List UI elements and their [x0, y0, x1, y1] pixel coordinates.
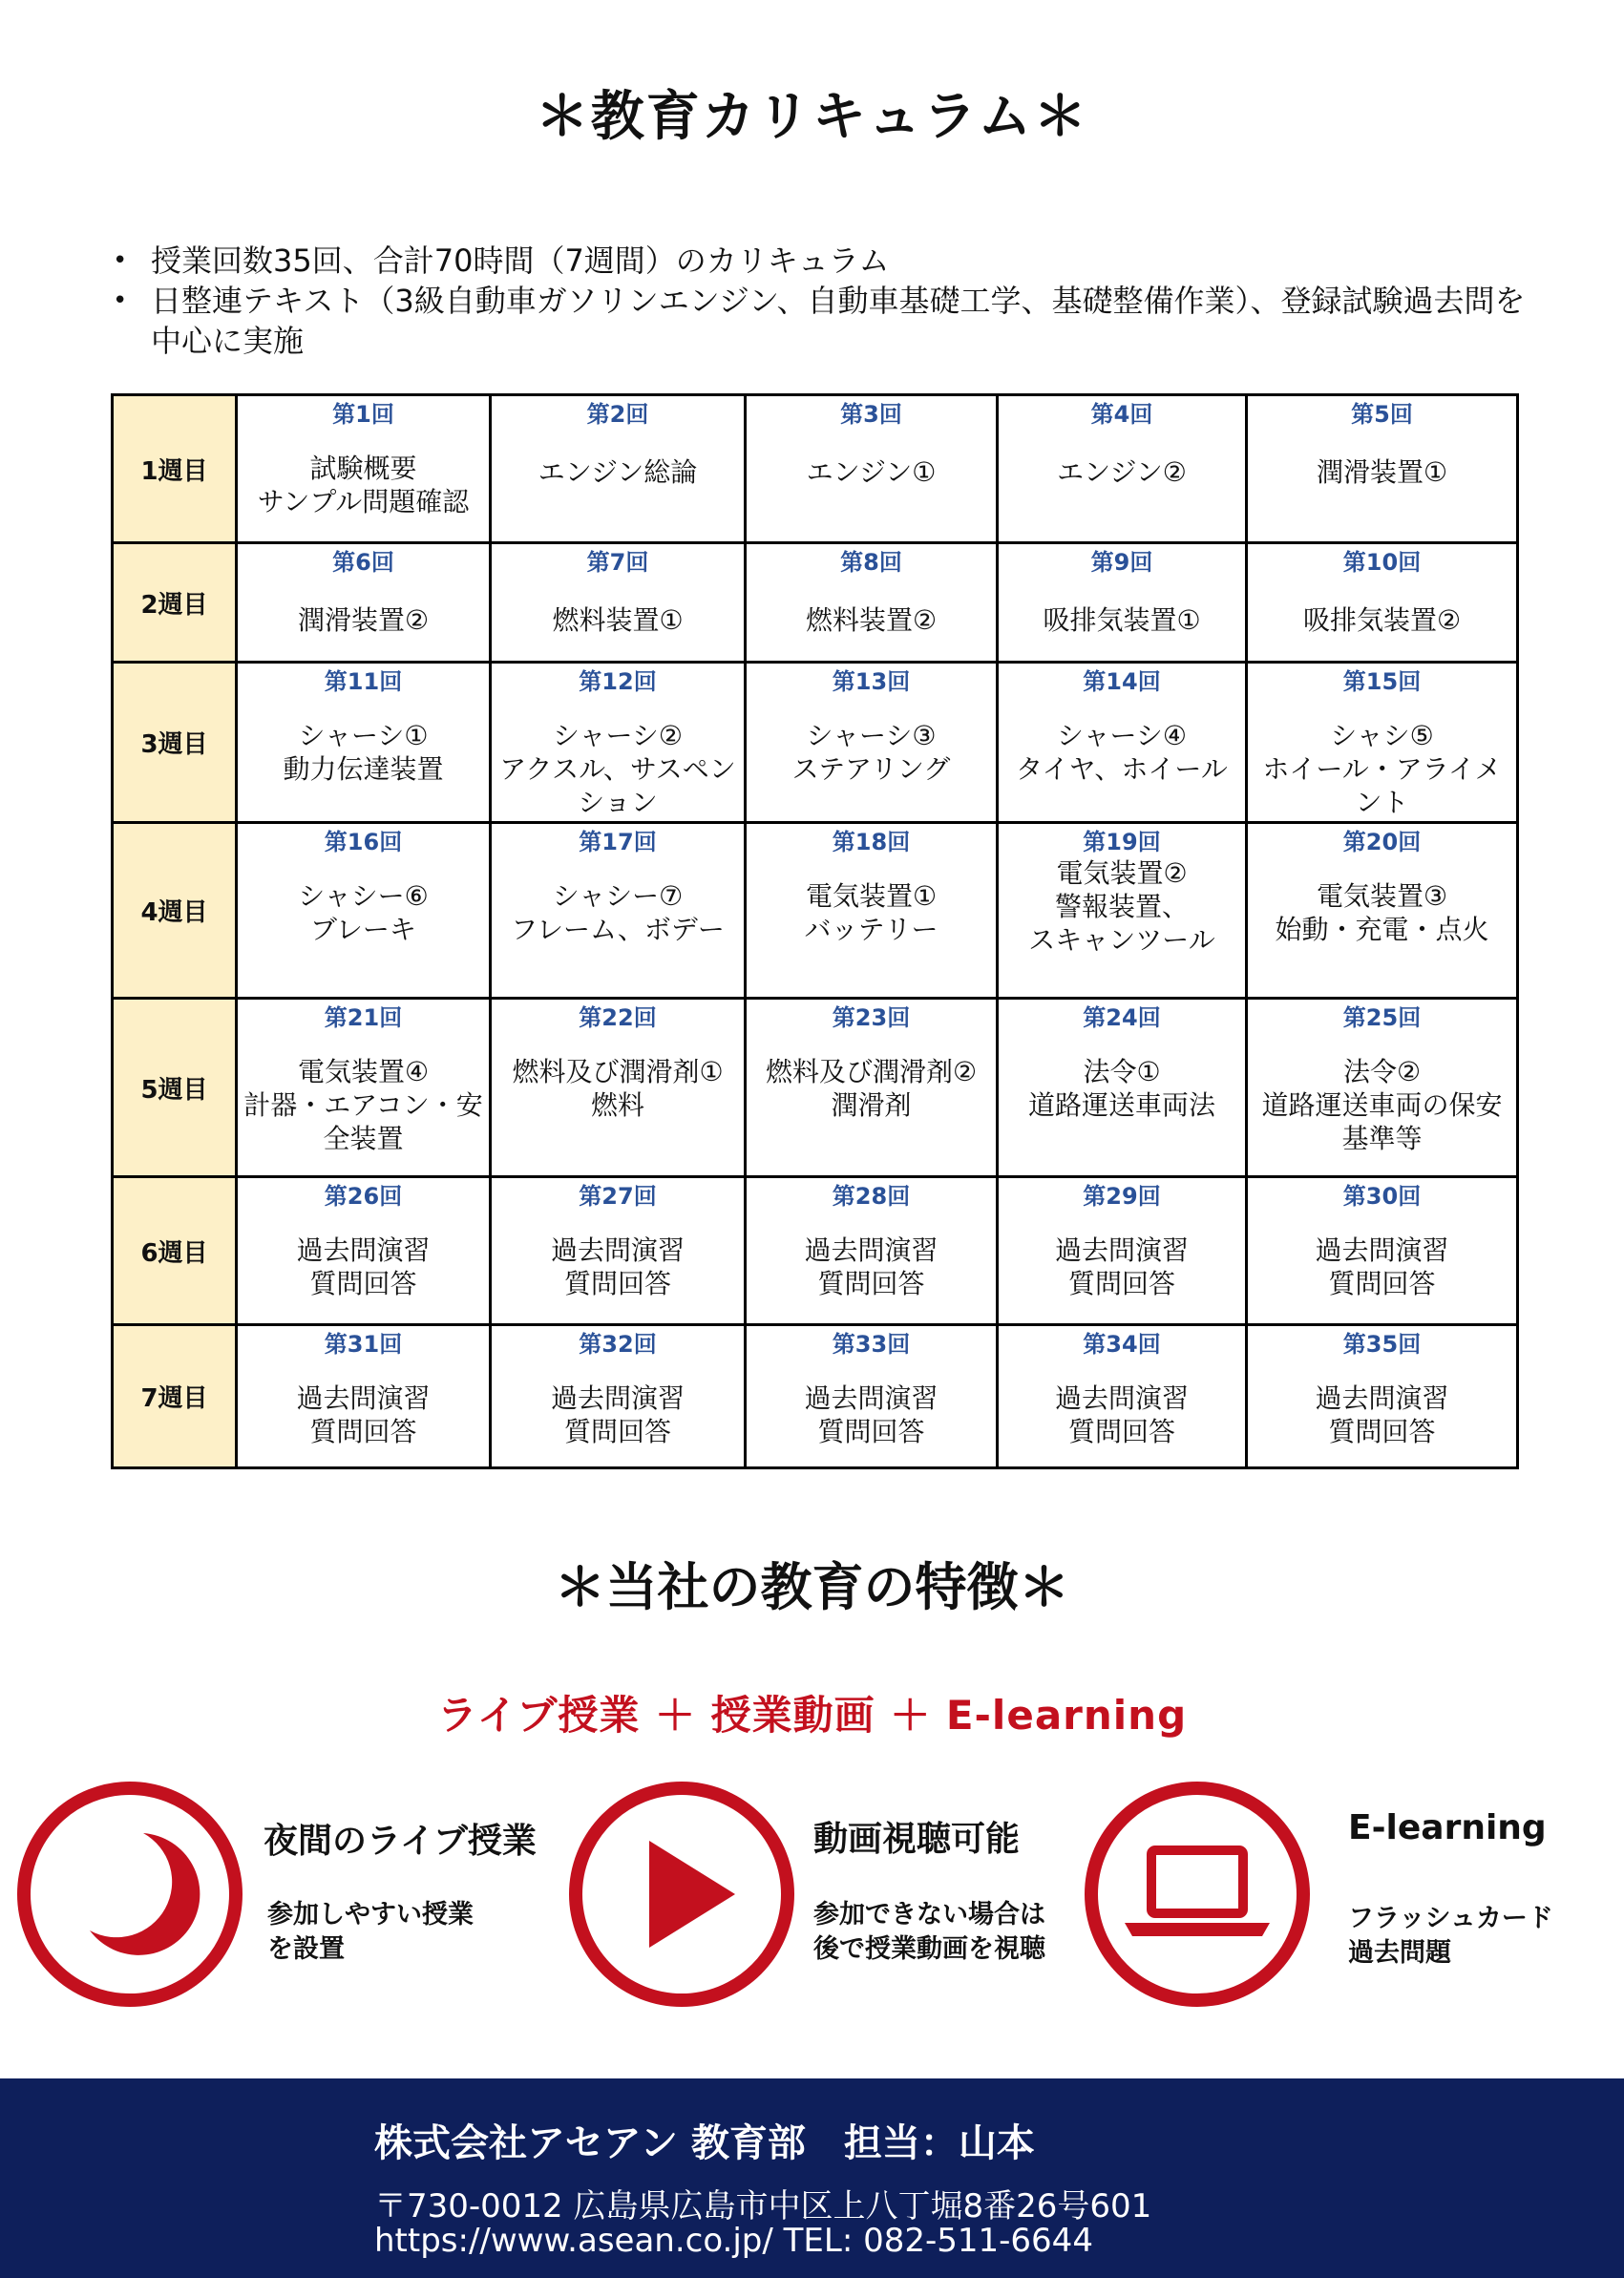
lesson-topic: 試験概要 サンプル問題確認: [257, 453, 470, 517]
lesson-cell: [1247, 1325, 1518, 1468]
intro-bullet-list: [113, 241, 1526, 361]
features-title: ＊当社の教育の特徴＊: [554, 1557, 1070, 1617]
lesson-topic: 過去問演習 質問回答: [1315, 1382, 1449, 1447]
week-label: 6週目: [113, 1177, 237, 1325]
lesson-cell: [491, 543, 746, 663]
feature-title-video: 動画視聴可能: [813, 1820, 1021, 1859]
lesson-cell: [237, 999, 491, 1177]
lesson-number: 第5回: [1351, 401, 1413, 428]
lesson-number: 第23回: [832, 1004, 911, 1031]
lesson-cell: [998, 1325, 1247, 1468]
feature-circle-video: [569, 1782, 794, 2007]
lesson-topic: 過去問演習 質問回答: [296, 1382, 431, 1447]
feature-circle-elearning: [1085, 1782, 1310, 2007]
bullet-item: • 授業回数35回、合計70時間（7週間）のカリキュラム: [113, 241, 1526, 281]
lesson-number: 第19回: [1083, 829, 1161, 855]
lesson-topic: 過去問演習 質問回答: [550, 1234, 685, 1299]
lesson-number: 第10回: [1342, 549, 1422, 576]
lesson-cell: [491, 823, 746, 999]
lesson-cell: [1247, 543, 1518, 663]
lesson-cell: [237, 1325, 491, 1468]
features-tagline: ライブ授業 ＋ 授業動画 ＋ E-learning: [436, 1692, 1188, 1739]
footer: [0, 2078, 1624, 2278]
lesson-cell: [746, 1177, 998, 1325]
lesson-topic: 潤滑装置②: [297, 604, 430, 636]
lesson-number: 第11回: [324, 668, 403, 695]
lesson-cell: [237, 823, 491, 999]
lesson-cell: [1247, 999, 1518, 1177]
lesson-topic: 電気装置③ 始動・充電・点火: [1275, 880, 1489, 945]
lesson-topic: シャシ⑤ ホイール・アライメント: [1262, 720, 1502, 818]
lesson-cell: [1247, 823, 1518, 999]
lesson-number: 第14回: [1083, 668, 1161, 695]
lesson-topic: 過去問演習 質問回答: [804, 1382, 939, 1447]
lesson-topic: 過去問演習 質問回答: [804, 1234, 939, 1299]
moon-icon: [31, 1795, 229, 1993]
lesson-number: 第28回: [832, 1183, 911, 1210]
lesson-cell: [746, 823, 998, 999]
lesson-cell: [1247, 663, 1518, 823]
week-label: 4週目: [113, 823, 237, 999]
lesson-topic: 法令① 道路運送車両法: [1027, 1056, 1215, 1121]
lesson-topic: 過去問演習 質問回答: [1054, 1234, 1189, 1299]
lesson-cell: [998, 823, 1247, 999]
feature-title-elearning: E-learning: [1348, 1808, 1547, 1847]
lesson-cell: [491, 1325, 746, 1468]
feature-desc-video: 参加できない場合は 後で授業動画を視聴: [813, 1900, 1045, 1964]
lesson-topic: シャーシ② アクスル、サスペンション: [499, 720, 736, 818]
lesson-number: 第20回: [1342, 829, 1422, 855]
lesson-cell: [491, 663, 746, 823]
footer-address: 〒730-0012 広島県広島市中区上八丁堀8番26号601: [374, 2187, 1152, 2225]
lesson-number: 第27回: [579, 1183, 657, 1210]
lesson-number: 第18回: [832, 829, 911, 855]
lesson-cell: [491, 1177, 746, 1325]
lesson-cell: [1247, 1177, 1518, 1325]
lesson-topic: 過去問演習 質問回答: [1315, 1234, 1449, 1299]
lesson-cell: [237, 395, 491, 543]
lesson-cell: [998, 1177, 1247, 1325]
lesson-number: 第26回: [324, 1183, 403, 1210]
lesson-topic: 潤滑装置①: [1316, 456, 1448, 488]
lesson-number: 第6回: [332, 549, 394, 576]
lesson-number: 第34回: [1083, 1331, 1161, 1358]
week-label: 1週目: [113, 395, 237, 543]
lesson-number: 第17回: [579, 829, 657, 855]
feature-circle-live: [17, 1782, 243, 2007]
week-row: [113, 663, 1518, 823]
week-row: [113, 395, 1518, 543]
feature-title-live: 夜間のライブ授業: [264, 1822, 537, 1861]
lesson-number: 第1回: [332, 401, 394, 428]
lesson-number: 第2回: [586, 401, 649, 428]
curriculum-table: [111, 393, 1519, 1469]
lesson-cell: [998, 663, 1247, 823]
week-row: [113, 999, 1518, 1177]
week-label: 7週目: [113, 1325, 237, 1468]
week-label: 2週目: [113, 543, 237, 663]
lesson-cell: [1247, 395, 1518, 543]
lesson-topic: 燃料装置②: [805, 604, 938, 636]
lesson-topic: 電気装置② 警報装置、 スキャンツール: [1028, 857, 1215, 956]
lesson-topic: 燃料装置①: [552, 604, 684, 636]
page-title: ＊教育カリキュラム＊: [535, 86, 1089, 148]
bullet-item: • 日整連テキスト（3級自動車ガソリンエンジン、自動車基礎工学、基礎整備作業）、登録試験過去問を中心に実施: [113, 281, 1526, 361]
lesson-topic: 過去問演習 質問回答: [550, 1382, 685, 1447]
footer-contact[interactable]: https://www.asean.co.jp/ TEL: 082-511-6644: [374, 2222, 1093, 2260]
lesson-cell: [998, 543, 1247, 663]
lesson-number: 第16回: [324, 829, 403, 855]
lesson-number: 第31回: [324, 1331, 403, 1358]
lesson-topic: エンジン①: [806, 456, 937, 488]
lesson-cell: [491, 395, 746, 543]
feature-desc-live: 参加しやすい授業 を設置: [267, 1900, 474, 1964]
lesson-number: 第35回: [1342, 1331, 1422, 1358]
lesson-topic: 法令② 道路運送車両の保安基準等: [1261, 1056, 1503, 1154]
week-label: 5週目: [113, 999, 237, 1177]
lesson-cell: [998, 999, 1247, 1177]
laptop-icon: [1098, 1795, 1297, 1993]
lesson-cell: [237, 663, 491, 823]
lesson-topic: シャーシ① 動力伝達装置: [283, 720, 444, 785]
lesson-cell: [746, 395, 998, 543]
lesson-number: 第9回: [1090, 549, 1153, 576]
lesson-topic: 過去問演習 質問回答: [296, 1234, 431, 1299]
lesson-topic: シャシー⑦ フレーム、ボデー: [511, 880, 725, 945]
lesson-number: 第29回: [1083, 1183, 1161, 1210]
footer-company: 株式会社アセアン 教育部 担当：山本: [374, 2121, 1035, 2165]
lesson-topic: エンジン総論: [538, 456, 698, 488]
feature-desc-elearning: フラッシュカード 過去問題: [1348, 1904, 1553, 1968]
week-row: [113, 1177, 1518, 1325]
lesson-number: 第15回: [1342, 668, 1422, 695]
lesson-topic: 吸排気装置②: [1302, 604, 1462, 636]
lesson-topic: 電気装置④ 計器・エアコン・安全装置: [243, 1056, 483, 1154]
lesson-cell: [237, 543, 491, 663]
lesson-number: 第8回: [840, 549, 902, 576]
lesson-topic: エンジン②: [1057, 456, 1187, 488]
lesson-topic: シャシー⑥ ブレーキ: [298, 880, 429, 945]
lesson-number: 第33回: [832, 1331, 911, 1358]
lesson-cell: [746, 999, 998, 1177]
lesson-number: 第12回: [579, 668, 657, 695]
lesson-number: 第3回: [840, 401, 902, 428]
week-label: 3週目: [113, 663, 237, 823]
lesson-topic: 電気装置① バッテリー: [804, 880, 939, 945]
lesson-cell: [746, 663, 998, 823]
week-row: [113, 1325, 1518, 1468]
lesson-topic: 燃料及び潤滑剤① 燃料: [512, 1056, 724, 1121]
lesson-topic: シャーシ③ ステアリング: [791, 720, 951, 785]
lesson-number: 第30回: [1342, 1183, 1422, 1210]
lesson-cell: [491, 999, 746, 1177]
lesson-cell: [746, 543, 998, 663]
lesson-number: 第24回: [1083, 1004, 1161, 1031]
lesson-topic: 吸排気装置①: [1043, 604, 1201, 636]
lesson-number: 第7回: [586, 549, 649, 576]
lesson-cell: [998, 395, 1247, 543]
lesson-number: 第13回: [832, 668, 911, 695]
lesson-topic: 燃料及び潤滑剤② 潤滑剤: [765, 1056, 978, 1121]
lesson-number: 第32回: [579, 1331, 657, 1358]
lesson-cell: [237, 1177, 491, 1325]
week-row: [113, 823, 1518, 999]
lesson-number: 第4回: [1090, 401, 1153, 428]
lesson-topic: 過去問演習 質問回答: [1054, 1382, 1189, 1447]
lesson-number: 第22回: [579, 1004, 657, 1031]
lesson-number: 第21回: [324, 1004, 403, 1031]
lesson-topic: シャーシ④ タイヤ、ホイール: [1016, 720, 1228, 785]
lesson-number: 第25回: [1342, 1004, 1422, 1031]
week-row: [113, 543, 1518, 663]
lesson-cell: [746, 1325, 998, 1468]
play-icon: [582, 1795, 781, 1993]
